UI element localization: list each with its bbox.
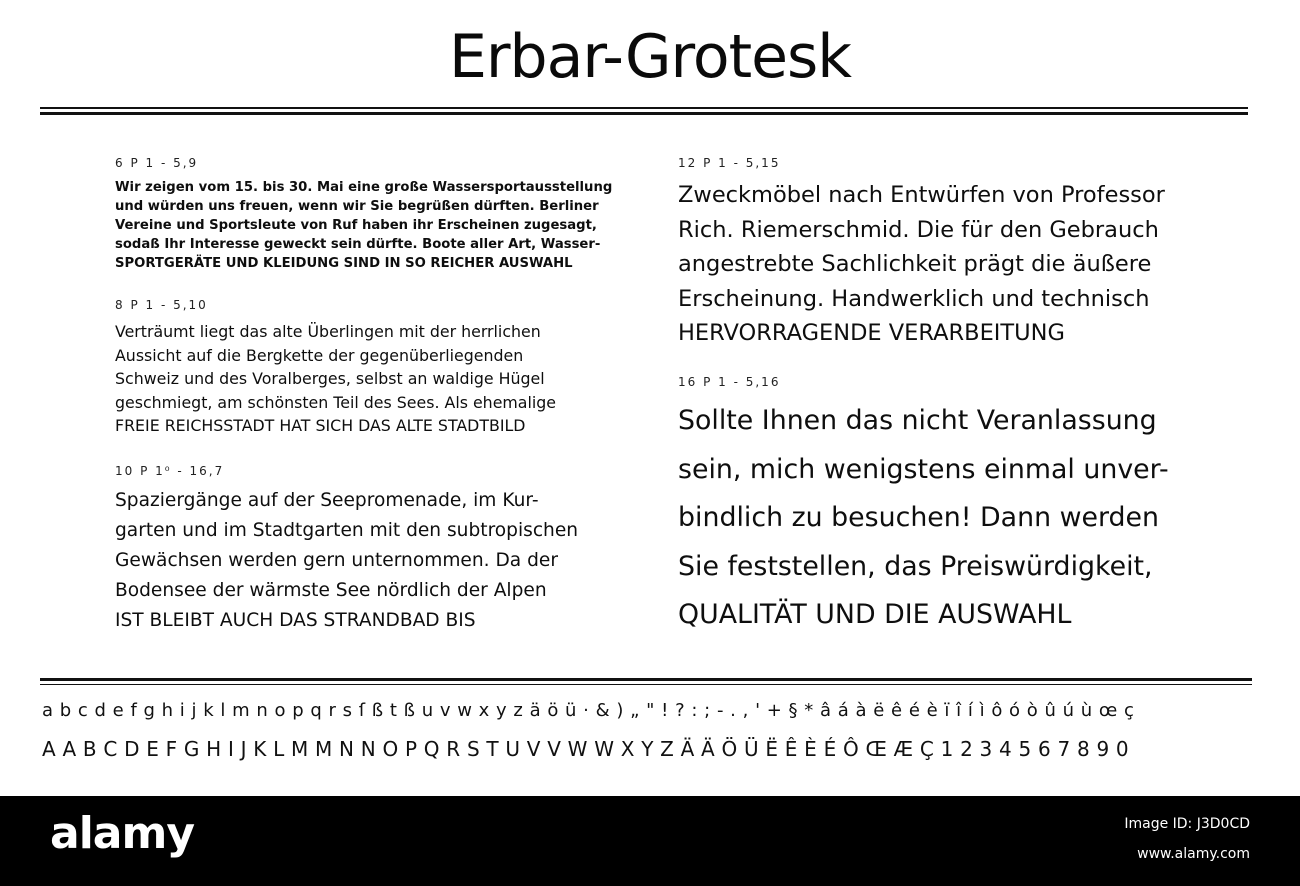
text-line: HERVORRAGENDE VERARBEITUNG bbox=[678, 320, 1065, 346]
text-line: QUALITÄT UND DIE AUSWAHL bbox=[678, 599, 1072, 630]
size-label: 12 P 1 - 5,15 bbox=[678, 156, 781, 170]
text-line: Gewächsen werden gern unternommen. Da der bbox=[115, 550, 558, 571]
text-line: Verträumt liegt das alte Überlingen mit der herrlichen bbox=[115, 322, 541, 341]
text-line: Rich. Riemerschmid. Die für den Gebrauch bbox=[678, 216, 1159, 243]
specimen-text bbox=[115, 486, 578, 636]
specimen-block-10p bbox=[115, 464, 578, 636]
text-line: Aussicht auf die Bergkette der gegenüberliegenden bbox=[115, 345, 524, 365]
text-line: Wir zeigen vom 15. bis 30. Mai eine große Wassersportausstellung bbox=[115, 180, 613, 195]
text-line: Vereine und Sportsleute von Ruf haben ihr Erscheinen zugesagt, bbox=[115, 218, 597, 233]
text-line: FREIE REICHSSTADT HAT SICH DAS ALTE STADTBILD bbox=[115, 416, 526, 435]
alamy-logo: alamy bbox=[50, 808, 194, 859]
size-label: 10 P 1⁰ - 16,7 bbox=[115, 464, 225, 478]
text-line: garten und im Stadtgarten mit den subtropischen bbox=[115, 520, 579, 541]
text-line: sein, mich wenigstens einmal unver- bbox=[678, 453, 1169, 485]
text-line: Zweckmöbel nach Entwürfen von Professor bbox=[678, 182, 1165, 208]
text-line: Spaziergänge auf der Seepromenade, im Kur- bbox=[115, 490, 539, 511]
alphabet-lowercase: a b c d e f g h i j k l m n o p q r s ſ ß t ß u v w x y z ä ö ü · & ) „ " ! ? : ; - . , ' + § * â á à ë ê é è ï î í ì ô ó ò û ú ù œ ç bbox=[42, 700, 1135, 721]
alphabet-uppercase: A A B C D E F G H I J K L M M N N O P Q R S T U V V W W X Y Z Ä Ä Ö Ü Ë Ê È É Ô Œ Æ Ç 1 2 3 4 5 6 7 8 9 0 bbox=[42, 737, 1129, 761]
size-label: 6 P 1 - 5,9 bbox=[115, 156, 199, 170]
specimen-block-6p bbox=[115, 156, 612, 273]
specimen-text bbox=[678, 397, 1169, 640]
top-rule-thin bbox=[40, 107, 1248, 109]
specimen-text bbox=[115, 178, 612, 273]
bottom-rule-thick bbox=[40, 678, 1252, 681]
site-url-label: www.alamy.com bbox=[1137, 846, 1250, 862]
size-label: 8 P 1 - 5,10 bbox=[115, 298, 208, 312]
specimen-block-16p bbox=[678, 375, 1169, 640]
text-line: geschmiegt, am schönsten Teil des Sees. Als ehemalige bbox=[115, 392, 557, 412]
text-line: Sie feststellen, das Preiswürdigkeit, bbox=[678, 550, 1153, 582]
text-line: SPORTGERÄTE UND KLEIDUNG SIND IN SO REICHER AUSWAHL bbox=[115, 256, 573, 271]
image-id-label: Image ID: J3D0CD bbox=[1124, 816, 1250, 832]
watermark-bar bbox=[0, 796, 1300, 886]
text-line: sodaß Ihr Interesse geweckt sein dürfte. Boote aller Art, Wasser- bbox=[115, 237, 601, 252]
text-line: und würden uns freuen, wenn wir Sie begrüßen dürften. Berliner bbox=[115, 199, 599, 214]
text-line: Schweiz und des Voralberges, selbst an waldige Hügel bbox=[115, 369, 545, 388]
text-line: IST BLEIBT AUCH DAS STRANDBAD BIS bbox=[115, 610, 476, 631]
text-line: bindlich zu besuchen! Dann werden bbox=[678, 502, 1159, 533]
text-line: Bodensee der wärmste See nördlich der Alpen bbox=[115, 580, 547, 601]
specimen-block-8p bbox=[115, 298, 556, 438]
specimen-text bbox=[115, 320, 556, 438]
bottom-rule-thin bbox=[40, 684, 1252, 685]
text-line: Sollte Ihnen das nicht Veranlassung bbox=[678, 405, 1157, 436]
specimen-text bbox=[678, 178, 1165, 351]
size-label: 16 P 1 - 5,16 bbox=[678, 375, 781, 389]
text-line: Erscheinung. Handwerklich und technisch bbox=[678, 285, 1150, 312]
specimen-block-12p bbox=[678, 156, 1165, 351]
text-line: angestrebte Sachlichkeit prägt die äußere bbox=[678, 251, 1152, 277]
top-rule-thick bbox=[40, 112, 1248, 115]
page-title: Erbar-Grotesk bbox=[448, 22, 852, 92]
